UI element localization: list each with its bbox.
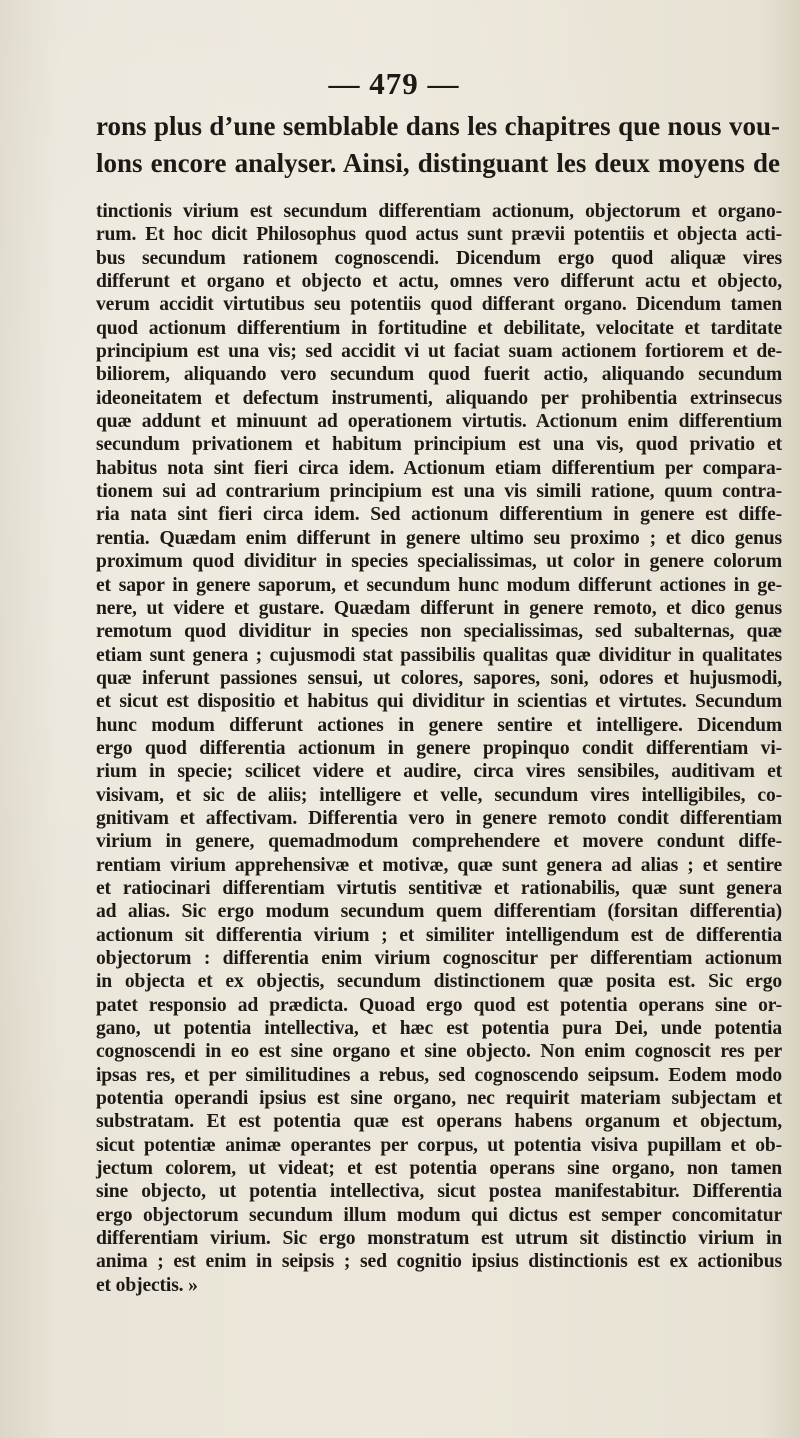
intro-paragraph — [96, 108, 780, 182]
intro-line: lons encore analyser. Ainsi, distinguant les deux moyens de — [96, 148, 780, 178]
quote-line: ideoneitatem et defectum instrumenti, aliquando per prohibentia extrinsecus — [96, 387, 782, 409]
quote-line: quæ addunt et minuunt ad operationem virtutis. Actionum enim differentium — [96, 411, 782, 433]
quote-line: in objecta et ex objectis, secundum distinctionem quæ posita est. Sic ergo — [96, 971, 782, 993]
quote-line: gnitivam et affectivam. Differentia vero in genere remoto condit differentiam — [96, 807, 782, 829]
quote-line: hunc modum differunt actiones in genere sentire et intelligere. Dicendum — [96, 714, 782, 736]
quote-line: ergo objectorum secundum illum modum qui dictus est semper concomitatur — [96, 1204, 782, 1226]
quote-line: ad alias. Sic ergo modum secundum quem differentiam (forsitan differentia) — [96, 901, 782, 923]
quote-line: ria nata sint fieri circa idem. Sed actionum differentium in genere est diffe- — [96, 504, 782, 526]
quote-line: tionem sui ad contrarium principium est una vis simili ratione, quum contra- — [96, 481, 782, 503]
quote-line: jectum colorem, ut videat; et est potentia operans sine organo, non tamen — [96, 1158, 782, 1180]
quote-line: ipsas res, et per similitudines a rebus, sed cognoscendo seipsum. Eodem modo — [96, 1064, 782, 1086]
quote-line: differunt et organo et objecto et actu, omnes vero differunt actu et objecto, — [96, 271, 782, 293]
quote-line: visivam, et sic de aliis; intelligere et velle, secundum vires intelligibiles, co- — [96, 784, 782, 806]
quote-line: anima ; est enim in seipsis ; sed cognitio ipsius distinctionis est ex actionibus — [96, 1251, 782, 1273]
quote-line: virium in genere, quemadmodum comprehendere et movere condunt diffe- — [96, 831, 782, 853]
quote-line: proximum quod dividitur in species specialissimas, ut color in genere colorum — [96, 551, 782, 573]
quote-line: et ratiocinari differentiam virtutis sentitivæ et rationabilis, quæ sunt genera — [96, 877, 782, 899]
quote-line: sicut potentiæ animæ operantes per corpus, ut potentia visiva pupillam et ob- — [96, 1134, 782, 1156]
quote-line: et objectis. » — [96, 1274, 198, 1296]
quote-line: cognoscendi in eo est sine organo et sine objecto. Non enim cognoscit res per — [96, 1041, 782, 1063]
quote-line: habitus nota sint fieri circa idem. Actionum etiam differentium per compara- — [96, 457, 782, 479]
quote-line: et sapor in genere saporum, et secundum hunc modum differunt actiones in ge- — [96, 574, 782, 596]
quote-line: rentiam virium apprehensivæ et motivæ, quæ sunt genera ad alias ; et sentire — [96, 854, 782, 876]
quote-line: rum. Et hoc dicit Philosophus quod actus sunt prævii potentiis et objecta acti- — [96, 224, 782, 246]
quote-line: remotum quod dividitur in species non specialissimas, sed subalternas, quæ — [96, 621, 782, 643]
quote-line: verum accidit virtutibus seu potentiis quod differant organo. Dicendum tamen — [96, 294, 782, 316]
intro-line: rons plus d’une semblable dans les chapitres que nous vou- — [96, 111, 780, 141]
quote-line: tinctionis virium est secundum differentiam actionum, objectorum et organo- — [96, 201, 782, 222]
quote-line: biliorem, aliquando vero secundum quod fuerit actio, aliquando secundum — [96, 364, 782, 386]
quote-line: rentia. Quædam enim differunt in genere ultimo seu proximo ; et dico genus — [96, 527, 782, 549]
quote-line: objectorum : differentia enim virium cognoscitur per differentiam actionum — [96, 948, 782, 969]
quote-line: sine objecto, ut potentia intellectiva, sicut postea manifestabitur. Differentia — [96, 1181, 782, 1203]
page-number: — 479 — — [328, 66, 460, 101]
quote-line: differentiam virium. Sic ergo monstratum est utrum sit distinctio virium in — [96, 1228, 782, 1250]
quote-line: ergo quod differentia actionum in genere propinquo condit differentiam vi- — [96, 737, 782, 759]
quote-line: principium est una vis; sed accidit vi ut faciat suam actionem fortiorem et de- — [96, 341, 782, 363]
quote-line: secundum privationem et habitum principium est una vis, quod privatio et — [96, 434, 782, 456]
quote-line: nere, ut videre et gustare. Quædam differunt in genere remoto, et dico genus — [96, 597, 782, 619]
quote-line: rium in specie; scilicet videre et audire, circa vires sensibiles, auditivam et — [96, 761, 782, 783]
quote-line: potentia operandi ipsius est sine organo, nec requirit materiam subjectam et — [96, 1088, 782, 1110]
quote-line: patet responsio ad prædicta. Quoad ergo quod est potentia operans sine or- — [96, 994, 782, 1016]
quote-line: actionum sit differentia virium ; et similiter intelligendum est de differentia — [96, 924, 782, 946]
quote-line: quæ inferunt passiones sensui, ut colores, sapores, soni, odores et hujusmodi, — [96, 667, 782, 689]
quote-line: quod actionum differentium in fortitudine et debilitate, velocitate et tarditate — [96, 317, 782, 339]
quote-line: gano, ut potentia intellectiva, et hæc est potentia pura Dei, unde potentia — [96, 1018, 782, 1040]
latin-quotation — [96, 200, 782, 1297]
quote-line: bus secundum rationem cognoscendi. Dicendum ergo quod aliquæ vires — [96, 247, 782, 269]
quote-line: et sicut est dispositio et habitus qui dividitur in scientias et virtutes. Secundum — [96, 691, 782, 713]
quote-line: substratam. Et est potentia quæ est operans habens organum et objectum, — [96, 1111, 782, 1133]
quote-line: etiam sunt genera ; cujusmodi stat passibilis qualitas quæ dividitur in qualitates — [96, 644, 782, 666]
